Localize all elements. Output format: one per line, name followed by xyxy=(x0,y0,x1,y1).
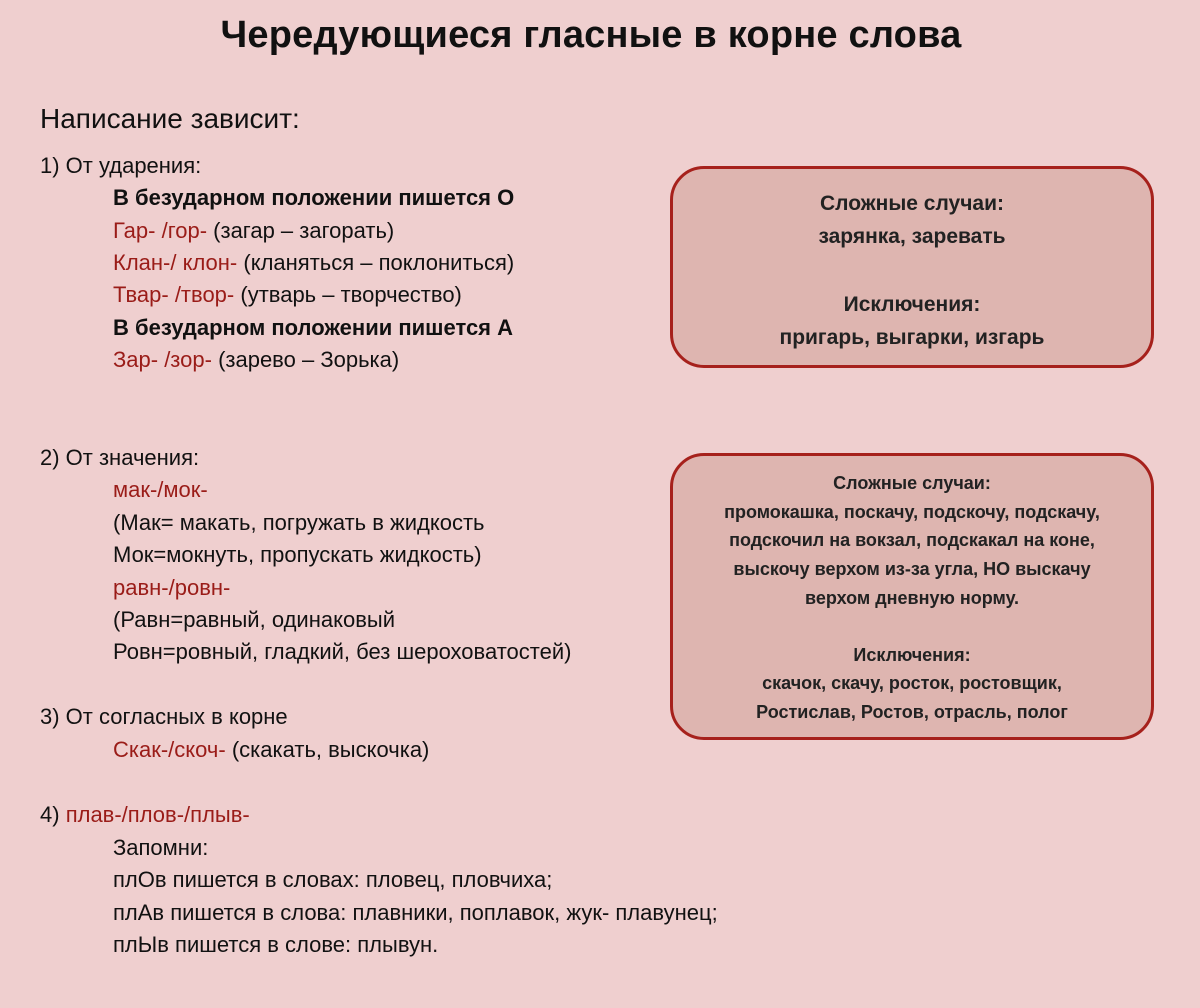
rule-item xyxy=(113,737,429,763)
root-example: (кланяться – поклониться) xyxy=(237,250,515,275)
hard-cases-box-1 xyxy=(670,166,1154,368)
exceptions-text: пригарь, выгарки, изгарь xyxy=(779,326,1045,349)
root-pair: Зар- /зор- xyxy=(113,347,212,372)
section-3-heading: 3) От согласных в корне xyxy=(40,704,288,729)
root-pair: мак-/мок- xyxy=(113,477,208,502)
rule-item xyxy=(113,218,394,244)
root-example: (зарево – Зорька) xyxy=(211,347,400,372)
rule-item xyxy=(113,347,399,373)
section-1-heading: 1) От ударения: xyxy=(40,153,202,178)
meaning-line: Ровн=ровный, гладкий, без шероховатостей) xyxy=(113,639,572,664)
hard-cases-title: Сложные случаи: xyxy=(833,473,991,493)
root-example: (загар – загорать) xyxy=(207,218,395,243)
hard-cases-box-2 xyxy=(670,453,1154,740)
exceptions-line: Ростислав, Ростов, отрасль, полог xyxy=(756,701,1068,722)
remember-label: Запомни: xyxy=(113,835,209,860)
meaning-line: (Мак= макать, погружать в жидкость xyxy=(113,510,485,535)
rule-item xyxy=(113,250,514,276)
exceptions-title: Исключения: xyxy=(843,293,981,316)
remember-line: плАв пишется в слова: плавники, поплавок, жук- плавунец; xyxy=(113,900,718,925)
hard-cases-line: промокашка, поскачу, подскочу, подскачу, xyxy=(724,501,1100,522)
root-pair: Клан-/ клон- xyxy=(113,250,238,275)
hard-cases-text: зарянка, заревать xyxy=(818,225,1006,248)
section-4-heading xyxy=(40,802,250,828)
hard-cases-line: верхом дневную норму. xyxy=(805,587,1019,608)
page-title: Чередующиеся гласные в корне слова xyxy=(220,14,962,56)
root-triple: плав-/плов-/плыв- xyxy=(65,802,250,827)
root-pair: Скак-/скоч- xyxy=(113,737,226,762)
remember-line: плЫв пишется в слове: плывун. xyxy=(113,932,439,957)
meaning-line: (Равн=равный, одинаковый xyxy=(113,607,395,632)
rule-item xyxy=(113,282,462,308)
remember-line: плОв пишется в словах: пловец, пловчиха; xyxy=(113,867,553,892)
section-2-heading: 2) От значения: xyxy=(40,445,200,470)
root-example: (утварь – творчество) xyxy=(234,282,462,307)
rule-unstressed-a: В безударном положении пишется А xyxy=(113,315,514,340)
exceptions-line: скачок, скачу, росток, ростовщик, xyxy=(762,673,1062,694)
section-number: 4) xyxy=(40,802,66,827)
exceptions-title: Исключения: xyxy=(853,644,971,665)
root-pair: равн-/ровн- xyxy=(113,575,231,600)
hard-cases-title: Сложные случаи: xyxy=(820,192,1004,215)
meaning-line: Мок=мокнуть, пропускать жидкость) xyxy=(113,542,482,567)
rule-unstressed-o: В безударном положении пишется О xyxy=(113,185,515,210)
root-pair: Твар- /твор- xyxy=(113,282,235,307)
root-pair: Гар- /гор- xyxy=(113,218,208,243)
hard-cases-line: выскочу верхом из-за угла, НО выскачу xyxy=(733,559,1091,580)
hard-cases-line: подскочил на вокзал, подскакал на коне, xyxy=(729,530,1095,551)
page-subtitle: Написание зависит: xyxy=(40,103,300,134)
root-example: (скакать, выскочка) xyxy=(225,737,430,762)
